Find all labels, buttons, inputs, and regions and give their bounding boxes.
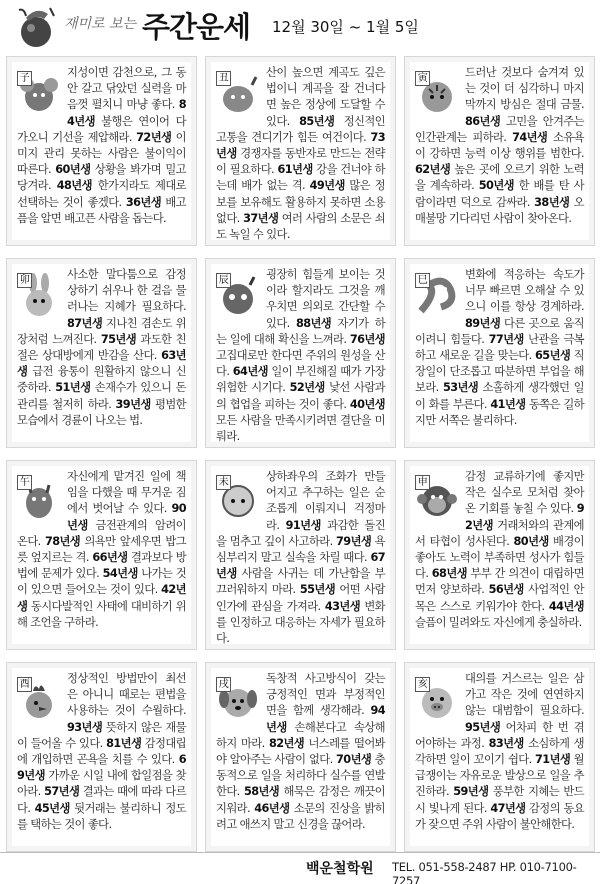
fortune-phrase: 과도한 친절은 상대방에게 반감을 산다. — [17, 332, 186, 363]
fortune-phrase: 충동적으로 일을 처리하다 실수를 연발한다. — [216, 753, 385, 799]
fortune-phrase: 평범한 모습에서 경륜이 나오는 법. — [17, 397, 186, 427]
horoscope-card — [404, 662, 595, 852]
horoscope-card — [6, 662, 197, 852]
zodiac-badge: 亥 — [415, 677, 430, 692]
fortune-phrase: 감정의 동요가 잦으면 주위 사람이 불안해한다. — [415, 801, 585, 831]
fortune-phrase: 손해본다고 속상해하지 마라. — [216, 720, 385, 750]
fortune-phrase: 욕심부리지 말고 실속을 차릴 때다. — [216, 534, 385, 565]
birth-year: 94년생 — [266, 704, 385, 734]
birth-year: 75년생 — [100, 332, 137, 346]
dragon-icon — [216, 273, 260, 319]
fortune-phrase: 거래처와의 관계에서 타협이 성사된다. — [415, 518, 584, 548]
horoscope-card — [404, 460, 595, 650]
fortune-phrase: 지나친 겸손도 위장처럼 느껴진다. — [17, 316, 186, 346]
birth-year: 73년생 — [216, 130, 385, 161]
fortune-phrase: 가까운 시일 내에 합일점을 찾아라. — [17, 769, 186, 799]
birth-year: 92년생 — [465, 502, 584, 532]
birth-year: 59년생 — [453, 785, 489, 799]
fortune-phrase: 강을 건너야 하는데 배가 없는 격. — [216, 163, 385, 193]
fortune-phrase: 드러난 것보다 숨겨져 있는 것이 더 심각하니 마지막까지 방심은 절대 금물. — [465, 66, 584, 112]
birth-year: 57년생 — [44, 785, 80, 799]
card-content — [211, 264, 390, 442]
fortune-text — [415, 671, 584, 833]
birth-year: 69년생 — [17, 753, 186, 783]
fortune-phrase: 굉장히 힘들게 보이는 것이라 할지라도 그것을 깨우치면 의외로 간단할 수 있다. — [266, 268, 385, 330]
birth-year: 88년생 — [295, 316, 332, 330]
fortune-phrase: 슬픔이 밀려와도 자신에게 충실하라. — [415, 615, 582, 629]
birth-year: 80년생 — [513, 534, 549, 548]
card-content — [211, 62, 390, 240]
birth-year: 65년생 — [535, 349, 571, 363]
header-subtitle: 재미로 보는 — [64, 16, 137, 32]
birth-year: 76년생 — [349, 332, 385, 346]
birth-year: 46년생 — [254, 801, 290, 815]
birth-year: 60년생 — [55, 163, 91, 177]
contact-info: TEL. 051-558-2487 HP. 010-7100-7257 — [392, 860, 577, 884]
birth-year: 63년생 — [17, 349, 186, 379]
horoscope-card — [205, 662, 396, 852]
date-range: 12월 30일 ~ 1월 5일 — [272, 18, 419, 36]
birth-year: 62년생 — [415, 163, 451, 177]
birth-year: 77년생 — [488, 332, 524, 346]
fortune-phrase: 많은 정보를 보유해도 활용하지 못하면 소용없다. — [216, 179, 385, 225]
dog-icon — [216, 677, 260, 723]
fortune-phrase: 경쟁자를 동반자로 만드는 전략이 필요하다. — [216, 147, 385, 177]
card-content — [410, 668, 589, 846]
birth-year: 90년생 — [67, 502, 186, 532]
fortune-phrase: 결과는 때에 따라 다르다. — [17, 785, 187, 815]
birth-year: 64년생 — [232, 365, 268, 379]
birth-year: 45년생 — [34, 801, 70, 815]
fortune-phrase: 여러 사람의 소문은 쇠도 녹일 수 있다. — [216, 211, 386, 242]
fortune-phrase: 풍부한 지혜는 반드시 빛나게 된다. — [415, 785, 584, 815]
fortune-phrase: 손재수가 있으니 돈 관리를 철저히 하라. — [17, 381, 186, 411]
fortune-phrase: 고집대로만 한다면 주위의 원성을 산다. — [216, 349, 385, 379]
birth-year: 48년생 — [56, 179, 92, 193]
fortune-phrase: 다른 곳으로 움직이려니 힘들다. — [415, 316, 584, 346]
birth-year: 53년생 — [442, 381, 479, 395]
fortune-phrase: 급전 융통이 원활하지 않으니 신중하라. — [17, 365, 186, 395]
fortune-phrase: 지성이면 감천으로, 그 동안 갈고 닦았던 실력을 마음껏 펼치니 마냥 좋다. — [67, 66, 186, 112]
card-content — [410, 466, 589, 644]
fortune-phrase: 난관을 극복하고 새로운 길을 맞는다. — [415, 332, 584, 363]
birth-year: 87년생 — [67, 316, 103, 330]
birth-year: 70년생 — [336, 753, 372, 767]
fortune-phrase: 정상적인 방법만이 최선은 아니니 때로는 편법을 사용하는 것이 수월하다. — [67, 672, 186, 718]
fortune-phrase: 대의를 거스르는 일은 삼가고 작은 것에 연연하지 않는 대범함이 필요하다. — [465, 672, 584, 718]
birth-year: 37년생 — [243, 211, 279, 225]
zodiac-badge: 巳 — [415, 273, 430, 288]
fortune-phrase: 자기가 하는 일에 대해 확신을 느껴라. — [216, 316, 386, 346]
zodiac-badge: 未 — [216, 475, 231, 490]
birth-year: 50년생 — [478, 179, 514, 193]
fortune-phrase: 어떤 사람인가에 관심을 가져라. — [216, 583, 385, 613]
fortune-phrase: 해묵은 감정은 깨끗이 지워라. — [216, 785, 385, 815]
fortune-text — [415, 267, 584, 429]
birth-year: 95년생 — [465, 720, 501, 734]
birth-year: 83년생 — [488, 736, 524, 750]
fortune-text — [17, 671, 186, 833]
zodiac-badge: 丑 — [216, 71, 231, 86]
birth-year: 43년생 — [324, 599, 361, 613]
birth-year: 91년생 — [285, 518, 321, 532]
page-title: 주간운세 — [142, 10, 251, 44]
birth-year: 44년생 — [548, 599, 584, 613]
fortune-pouch-icon — [14, 4, 58, 50]
fortune-text — [216, 267, 385, 445]
birth-year: 79년생 — [336, 534, 372, 548]
fortune-phrase: 감정 교류하기에 좋지만 작은 실수로 모처럼 찾아온 기회를 놓칠 수 있다. — [465, 470, 584, 516]
birth-year: 68년생 — [431, 567, 467, 581]
birth-year: 47년생 — [490, 801, 526, 815]
horoscope-card — [6, 460, 197, 650]
zodiac-badge: 卯 — [17, 273, 32, 288]
header — [0, 0, 600, 54]
fortune-phrase: 상황을 봐가며 밀고 당겨라. — [17, 163, 186, 193]
card-content — [12, 668, 191, 846]
birth-year: 39년생 — [115, 397, 151, 411]
card-content — [211, 466, 390, 644]
horoscope-card — [404, 258, 595, 448]
fortune-text — [17, 469, 186, 631]
fortune-phrase: 뒷거래는 불리하니 정도를 택하는 것이 좋다. — [17, 801, 186, 831]
fortune-text — [17, 65, 186, 227]
fortune-phrase: 금전관계의 암려이 온다. — [17, 518, 186, 548]
rabbit-icon — [17, 273, 61, 319]
fortune-phrase: 나가는 것이 있으면 들어오는 것이 있다. — [17, 567, 187, 597]
horoscope-card — [205, 56, 396, 246]
fortune-phrase: 결과보다 방법에 문제가 있다. — [17, 551, 187, 581]
zodiac-badge: 寅 — [415, 71, 430, 86]
card-content — [410, 264, 589, 442]
fortune-phrase: 사업적인 안목은 스스로 키워가야 한다. — [415, 583, 584, 613]
fortune-text — [216, 65, 385, 243]
fortune-phrase: 일이 부진해질 때가 가장 위험한 시기다. — [216, 365, 386, 395]
fortune-phrase: 동시다발적인 사태에 대비하기 위해 조언을 구하라. — [17, 599, 186, 629]
fortune-text — [216, 671, 385, 833]
fortune-phrase: 뜻하지 않은 재물이 들어올 수 있다. — [17, 720, 186, 750]
birth-year: 67년생 — [216, 551, 385, 581]
fortune-phrase: 산이 높으면 계곡도 깊은 법이니 계곡을 잘 건너다 면 높은 정상에 도달할 수 있다. — [266, 66, 385, 128]
birth-year: 66년생 — [92, 551, 128, 565]
fortune-phrase: 변화를 인정하고 대응하는 자세가 필요하다. — [216, 599, 385, 646]
card-content — [12, 62, 191, 240]
fortune-phrase: 소홀하게 생각했던 일이 화를 부른다. — [415, 381, 584, 411]
pig-icon — [415, 677, 459, 723]
birth-year: 36년생 — [125, 195, 162, 209]
card-content — [12, 264, 191, 442]
fortune-phrase: 직장일이 단조롭고 따분하면 부업을 해보라. — [415, 349, 584, 395]
rooster-icon — [17, 677, 61, 723]
birth-year: 72년생 — [136, 130, 172, 144]
fortune-phrase: 부부 간 의견이 대립하면 먼저 양보하라. — [415, 567, 585, 597]
fortune-phrase: 과감한 돌진을 멈추고 깊이 사고하라. — [216, 518, 386, 548]
fortune-phrase: 한가지라도 제대로 선택하는 것이 좋겠다. — [17, 179, 186, 209]
birth-year: 42년생 — [17, 583, 186, 613]
birth-year: 49년생 — [309, 179, 345, 193]
fortune-phrase: 독창적 사고방식이 갖는 긍정적인 면과 부정적인 면을 함께 생각해라. — [266, 672, 385, 718]
birth-year: 56년생 — [488, 583, 524, 597]
fortune-phrase: 소문의 진상을 밝히려고 애쓰지 말고 신경을 끊어라. — [216, 801, 385, 831]
zodiac-badge: 酉 — [17, 677, 32, 692]
fortune-phrase: 감정대립에 개입하면 곤욕을 치를 수 있다. — [17, 736, 186, 767]
birth-year: 84년생 — [67, 98, 186, 128]
fortune-phrase: 이미지 관리 못하는 사람은 불이익이 따른다. — [17, 130, 186, 177]
monkey-icon — [415, 475, 459, 521]
birth-year: 78년생 — [44, 534, 81, 548]
fortune-phrase: 상하좌우의 조화가 만들어지고 추구하는 일은 순조롭게 이뤄지니 걱정마라. — [266, 470, 385, 532]
zodiac-badge: 申 — [415, 475, 430, 490]
fortune-phrase: 동쪽은 길하지만 서쪽은 불리하다. — [415, 397, 585, 427]
fortune-phrase: 월급쟁이는 자유로운 발상으로 일을 추진하라. — [415, 753, 584, 799]
fortune-phrase: 변화에 적응하는 속도가 너무 빠르면 오해살 수 있으니 이를 항상 경계하라. — [465, 268, 584, 314]
birth-year: 38년생 — [534, 195, 570, 209]
horoscope-card — [6, 56, 197, 246]
birth-year: 51년생 — [55, 381, 91, 395]
card-content — [410, 62, 589, 240]
horoscope-card — [6, 258, 197, 448]
fortune-phrase: 너스레를 떨어봐야 알아주는 사람이 없다. — [216, 736, 385, 767]
zodiac-badge: 子 — [17, 71, 32, 86]
fortune-phrase: 배경이 좋아도 노력이 부족하면 성사가 힘들다. — [415, 534, 584, 581]
fortune-phrase: 사소한 말다툼으로 감정 상하기 쉬우나 한 걸음 물러나는 지혜가 필요하다. — [67, 268, 186, 314]
birth-year: 61년생 — [277, 163, 313, 177]
zodiac-badge: 辰 — [216, 273, 231, 288]
rat-icon — [17, 71, 61, 117]
birth-year: 52년생 — [289, 381, 325, 395]
card-content — [12, 466, 191, 644]
fortune-phrase: 한 배를 탄 사람이라면 덕으로 감싸라. — [415, 179, 584, 209]
tiger-icon — [415, 71, 459, 117]
horoscope-card — [205, 258, 396, 448]
birth-year: 81년생 — [106, 736, 142, 750]
fortune-text — [17, 267, 186, 429]
fortune-text — [415, 469, 584, 631]
fortune-phrase: 모든 사람을 만족시키려면 결단을 미뤄라. — [216, 413, 385, 444]
sheep-icon — [216, 475, 260, 521]
academy-name: 백운철학원 — [306, 861, 374, 877]
card-content — [211, 668, 390, 846]
birth-year: 89년생 — [465, 316, 501, 330]
fortune-phrase: 높은 곳에 오르기 위한 노력을 계속하라. — [415, 163, 584, 193]
birth-year: 82년생 — [268, 736, 305, 750]
birth-year: 71년생 — [535, 753, 571, 767]
horoscope-grid — [6, 56, 594, 852]
fortune-phrase: 오매불망 기다리던 사람이 찾아온다. — [415, 195, 584, 225]
horse-icon — [17, 475, 61, 521]
fortune-phrase: 자신에게 맡겨진 일에 책임을 다했을 때 무거운 짐에서 벗어날 수 있다. — [67, 470, 186, 516]
fortune-phrase: 고민을 안겨주는 인간관계는 피하라. — [415, 114, 584, 144]
birth-year: 93년생 — [67, 720, 103, 734]
fortune-phrase: 소심하게 생각하면 일이 꼬이기 쉽다. — [415, 736, 584, 767]
birth-year: 55년생 — [299, 583, 336, 597]
birth-year: 85년생 — [299, 114, 335, 128]
zodiac-badge: 午 — [17, 475, 32, 490]
fortune-phrase: 낯선 사람과의 협업을 피하는 것이 좋다. — [216, 381, 385, 411]
fortune-phrase: 어차피 한 번 겪어야하는 과정. — [415, 720, 584, 750]
birth-year: 40년생 — [349, 397, 385, 411]
fortune-phrase: 사람을 사귀는 데 가난함을 부끄러워하지 마라. — [216, 567, 385, 597]
fortune-text — [216, 469, 385, 647]
fortune-phrase: 불행은 연이어 다가오니 기선을 제압해라. — [17, 114, 186, 144]
horoscope-card — [205, 460, 396, 650]
birth-year: 41년생 — [490, 397, 526, 411]
fortune-text — [415, 65, 584, 227]
ox-icon — [216, 71, 260, 117]
fortune-phrase: 정신적인 고통을 견디기가 힘든 여건이다. — [216, 114, 386, 144]
birth-year: 58년생 — [243, 785, 280, 799]
fortune-phrase: 소유욕이 강하면 능력 이상 행위를 범한다. — [415, 130, 584, 161]
birth-year: 86년생 — [465, 114, 501, 128]
zodiac-badge: 戌 — [216, 677, 231, 692]
horoscope-card — [404, 56, 595, 246]
snake-icon — [415, 273, 459, 319]
fortune-phrase: 의욕만 앞세우면 밥그릇 엎지르는 격. — [17, 534, 186, 565]
birth-year: 54년생 — [102, 567, 138, 581]
fortune-phrase: 배고픔을 알면 배고픈 사람을 돕는다. — [17, 195, 186, 225]
birth-year: 74년생 — [512, 130, 548, 144]
